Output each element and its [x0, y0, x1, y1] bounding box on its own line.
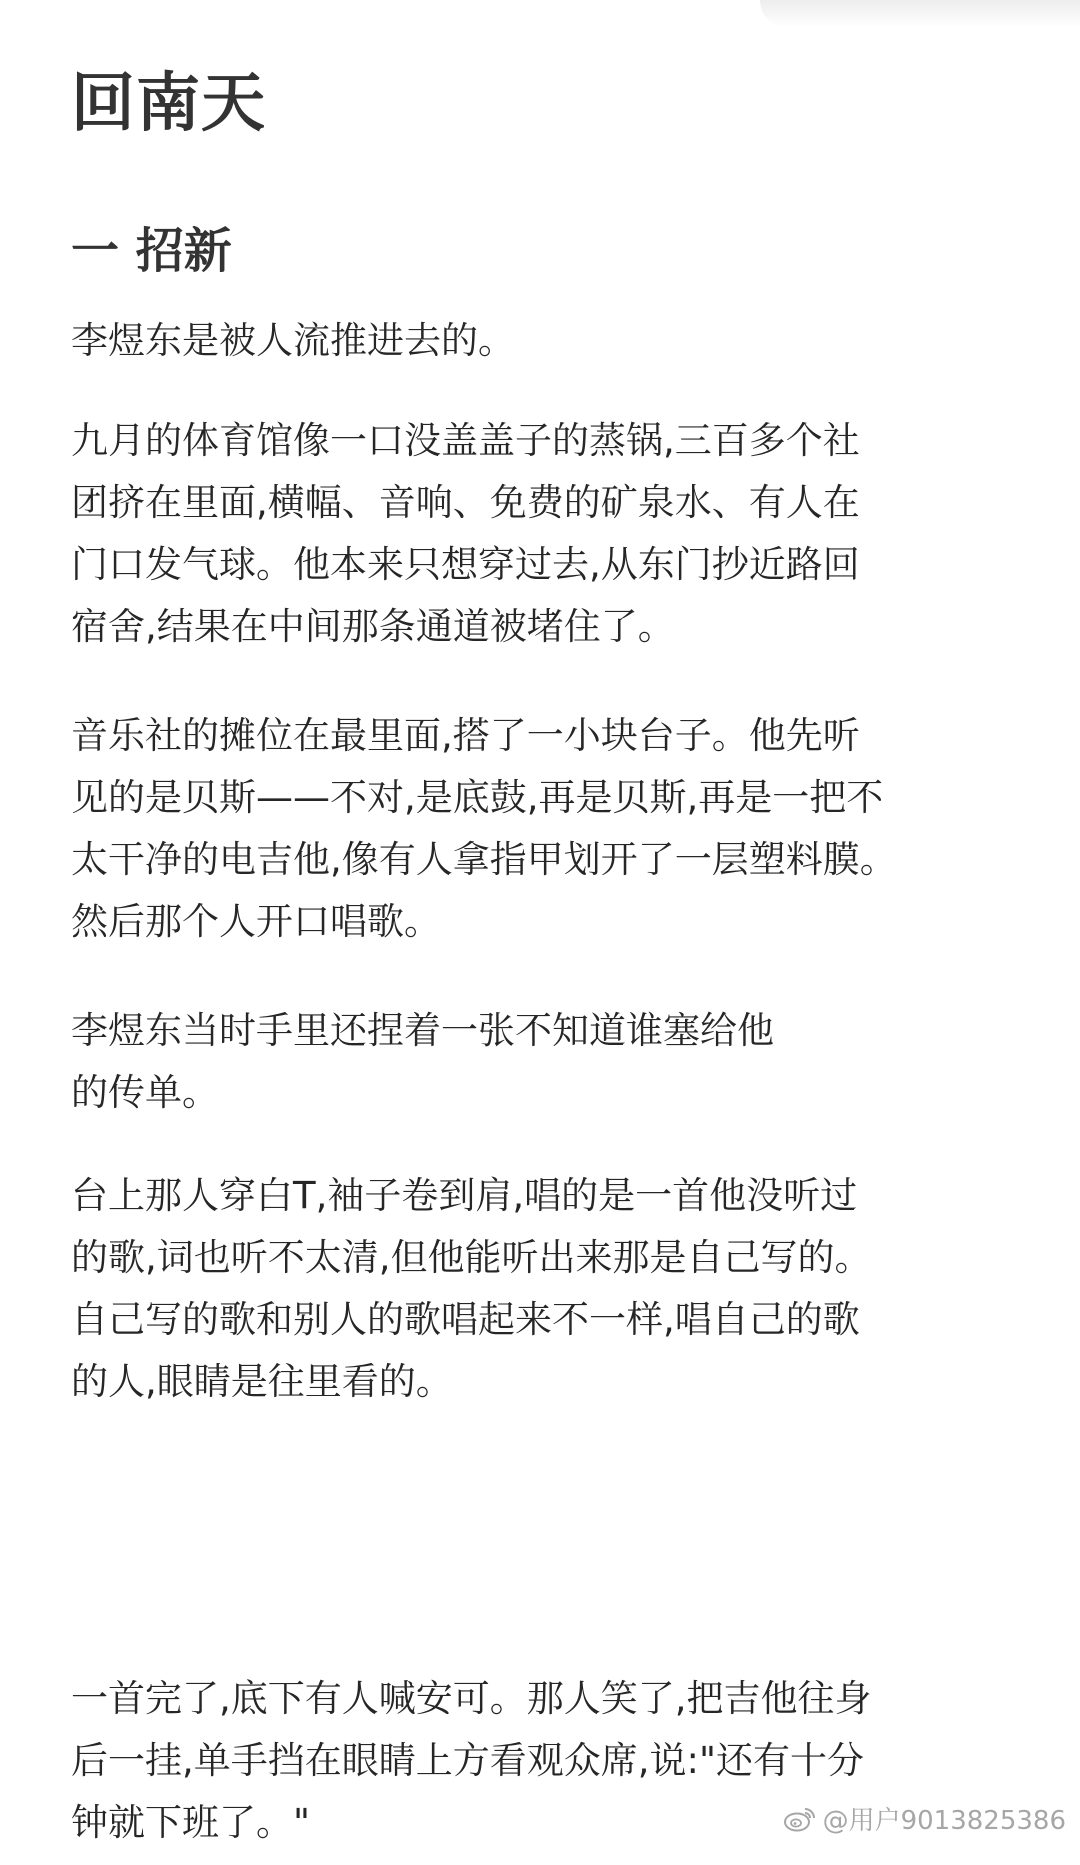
- paragraph-line: 门口发气球。他本来只想穿过去,从东门抄近路回: [71, 543, 860, 586]
- chapter-heading: 一 招新: [71, 223, 232, 279]
- article-title: 回南天: [71, 67, 266, 141]
- paragraph-line: 李煜东是被人流推进去的。: [71, 319, 515, 362]
- paragraph-line: 的人,眼睛是往里看的。: [71, 1360, 453, 1403]
- paragraph-line: 的传单。: [71, 1071, 219, 1114]
- paragraph-3: [71, 705, 897, 953]
- paragraph-line: 李煜东当时手里还捏着一张不知道谁塞给他: [71, 1009, 774, 1052]
- paragraph-line: 自己写的歌和别人的歌唱起来不一样,唱自己的歌: [71, 1298, 860, 1341]
- top-edge-shadow: [760, 0, 1080, 28]
- paragraph-line: 团挤在里面,横幅、音响、免费的矿泉水、有人在: [71, 481, 860, 524]
- paragraph-line: 的歌,词也听不太清,但他能听出来那是自己写的。: [71, 1236, 872, 1279]
- paragraph-line: 太干净的电吉他,像有人拿指甲划开了一层塑料膜。: [71, 838, 897, 881]
- paragraph-line: 见的是贝斯——不对,是底鼓,再是贝斯,再是一把不: [71, 776, 884, 819]
- paragraph-line: 钟就下班了。": [71, 1801, 311, 1844]
- paragraph-4: [71, 1000, 774, 1124]
- paragraph-1: [71, 310, 515, 372]
- paragraph-line: 一首完了,底下有人喊安可。那人笑了,把吉他往身: [71, 1677, 872, 1720]
- paragraph-line: 台上那人穿白T,袖子卷到肩,唱的是一首他没听过: [71, 1174, 858, 1217]
- paragraph-line: 九月的体育馆像一口没盖盖子的蒸锅,三百多个社: [71, 419, 860, 462]
- weibo-logo-icon: [783, 1805, 817, 1833]
- paragraph-2: [71, 410, 860, 658]
- weibo-watermark: [783, 1800, 1066, 1837]
- paragraph-line: 宿舍,结果在中间那条通道被堵住了。: [71, 605, 675, 648]
- paragraph-line: 音乐社的摊位在最里面,搭了一小块台子。他先听: [71, 714, 860, 757]
- paragraph-line: 后一挂,单手挡在眼睛上方看观众席,说:"还有十分: [71, 1739, 865, 1782]
- paragraph-6: [71, 1668, 872, 1854]
- paragraph-line: 然后那个人开口唱歌。: [71, 900, 441, 943]
- paragraph-5: [71, 1165, 872, 1413]
- watermark-username: @用户9013825386: [822, 1806, 1066, 1836]
